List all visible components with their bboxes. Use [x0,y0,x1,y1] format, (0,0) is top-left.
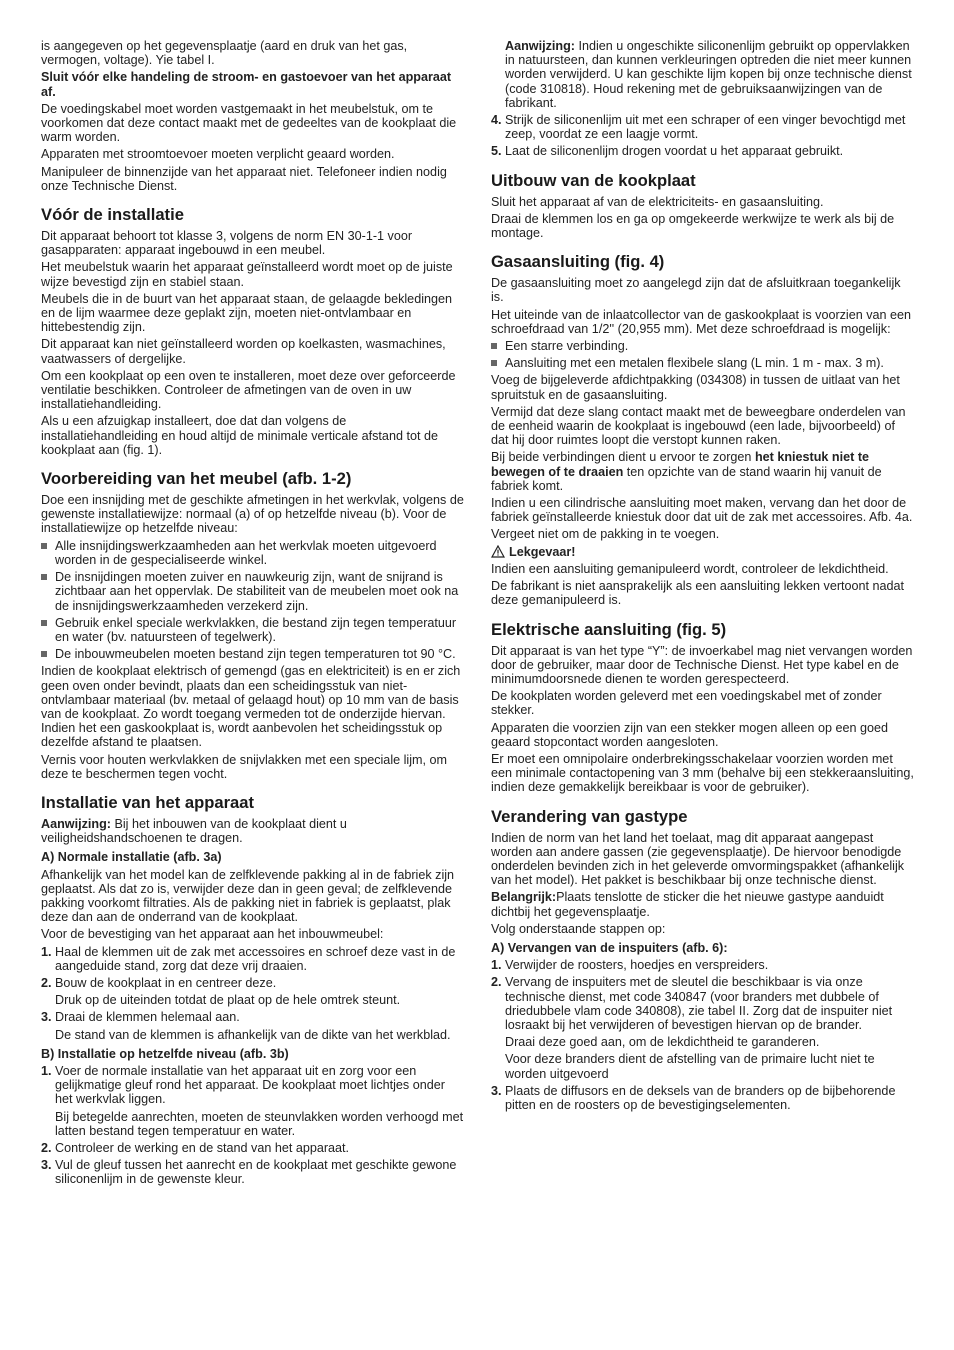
heading-uitbouw: Uitbouw van de kookplaat [491,170,696,190]
paragraph: Manipuleer de binnenzijde van het apparaat niet. Telefoneer indien nodig onze Technische Dienst. [41,164,447,193]
paragraph: Om een kookplaat op een oven te installeren, moet deze over geforceerde ventilatie beschikken. Controleer de afmetingen van de oven in uw installatiehandleiding. [41,368,456,412]
list-item: Gebruik enkel speciale werkvlakken, die bestand zijn tegen temperatuur en water (bv. natuursteen of tegelwerk). [41,616,465,644]
step-note: De stand van de klemmen is afhankelijk van de dikte van het werkblad. [55,1027,451,1042]
bullet-square-icon [41,539,55,567]
heading-installatie-apparaat: Installatie van het apparaat [41,792,255,812]
heading-gasaansluiting: Gasaansluiting (fig. 4) [491,252,665,272]
step-item: 4. Strijk de siliconenlijm uit met een schraper of een vinger bevochtigd met zeep, voordat ze een laagje vormt. [491,113,906,142]
step-item: 1. Voer de normale installatie van het apparaat uit en zorg voor een gelijkmatige gleuf rond het apparaat. De kookplaat moet lichtjes onder het werkvlak liggen. [41,1063,445,1107]
paragraph: is aangegeven op het gegevensplaatje (aard en druk van het gas, vermogen, voltage). Yie tabel I. [41,39,408,68]
bullet-square-icon [491,356,505,370]
list-item: De insnijdingen moeten zuiver en nauwkeurig zijn, want de snijrand is zichtbaar aan het oppervlak. De stabiliteit van de meubelen moet ook na de insnijdingswerkzaamheden verzekerd zijn. [41,570,465,613]
step-note: Druk op de uiteinden totdat de plaat op de hele omtrek steunt. [55,993,401,1008]
paragraph: Er moet een omnipolaire onderbrekingsschakelaar voorzien worden met een minimale contactopening van 3 mm (behalve bij een stekkeraansluiting, indien deze gemakkelijk bereikbaar is voor de gebruiker). [491,751,914,795]
left-column [41,39,465,1190]
heading-elektrische-aansluiting: Elektrische aansluiting (fig. 5) [491,619,727,639]
paragraph: Indien de kookplaat elektrisch of gemengd (gas en elektriciteit) is en er zich geen oven onder bevindt, plaats dan een scheidingsstuk van niet-ontvlambaar materiaal (bv. metaal of gelaagd hout) op 10 mm van de basis van de kookplaat. Zo wordt toegang vermeden tot de onderzijde hiervan. Indien het een gaskookplaat is, wordt aanbevolen het scheidingsstuk op dezelfde afstand te plaatsen. [41,664,461,750]
list-item: Aansluiting met een metalen flexibele slang (L min. 1 m - max. 3 m). [491,356,915,370]
subheading-vervangen-inspuiters: A) Vervangen van de inspuiters (afb. 6): [491,940,728,955]
paragraph: Indien een aansluiting gemanipuleerd wordt, controleer de lekdichtheid. [491,561,889,576]
step-note: Bij betegelde aanrechten, moeten de steunvlakken worden verhoogd met latten bestand tegen temperatuur en water. [55,1109,464,1138]
subheading-zelfde-niveau: B) Installatie op hetzelfde niveau (afb. 3b) [41,1046,289,1061]
step-item: 2. Vervang de inspuiters met de sleutel die beschikbaar is via onze technische dienst, met code 340847 (voor branders met dubbele of driedubbele vlam code 340808), zie tabel II. Zorg dat de inspuiter niet losraakt bij het verwijderen of bevestigen hiervan op de brander. [491,975,893,1032]
paragraph: De gasaansluiting moet zo aangelegd zijn dat de afsluitkraan toegankelijk is. [491,276,901,305]
paragraph: Afhankelijk van het model kan de zelfklevende pakking al in de fabriek zijn geplaatst. Als dat zo is, verwijder deze dan in geen geval; de zelfklevende pakking voorkomt filtraties. Als de pakking niet in fabriek is geplaatst, plak deze dan aan de onderrand van de kookplaat. [41,867,455,925]
heading-verandering-gastype: Verandering van gastype [491,806,688,826]
list-item: Alle insnijdingswerkzaamheden aan het werkvlak moeten uitgevoerd worden in de gespecialiseerde winkel. [41,539,465,567]
paragraph: Vernis voor houten werkvlakken de snijvlakken met een speciale lijm, om deze te beschermen tegen vocht. [41,752,447,781]
step-item: 1. Haal de klemmen uit de zak met accessoires en schroef deze vast in de aangeduide stand, zorg dat deze vrij draaien. [41,944,456,973]
paragraph: Doe een insnijding met de geschikte afmetingen in het werkvlak, volgens de gewenste installatiewijze: normaal (a) of op hetzelfde niveau (b). Voor de installatiewijze op hetzelfde niveau: [41,493,464,536]
bullet-square-icon [491,339,505,353]
warning-paragraph: Sluit vóór elke handeling de stroom- en gastoevoer van het apparaat af. [41,70,452,99]
paragraph: Voor de bevestiging van het apparaat aan het inbouwmeubel: [41,927,384,942]
subheading-normale-installatie: A) Normale installatie (afb. 3a) [41,850,222,865]
step-note: Draai deze goed aan, om de lekdichtheid te garanderen. [505,1035,820,1050]
warning-triangle-icon [491,545,505,558]
paragraph: De voedingskabel moet worden vastgemaakt in het meubelstuk, om te voorkomen dat deze contact maakt met de gedeeltes van de kookplaat die warm worden. [41,101,457,145]
paragraph: Sluit het apparaat af van de elektriciteits- en gasaansluiting. [491,194,824,209]
paragraph: Vergeet niet om de pakking in te voegen. [491,527,720,542]
paragraph: Indien de norm van het land het toelaat, mag dit apparaat aangepast worden aan andere gassen (zie gegevensplaatje). De hiervoor benodigde onderdelen bevinden zich in het geleverde omvormingspakket (afhankelijk van het model). Het pakket is beschikbaar bij onze technische dienst. [491,830,905,888]
step-item: 5. Laat de siliconenlijm drogen voordat u het apparaat gebruikt. [491,144,844,159]
paragraph: De fabrikant is niet aansprakelijk als een aansluiting lekken vertoont nadat deze gemanipuleerd is. [491,579,905,608]
paragraph: Vermijd dat deze slang contact maakt met de beweegbare onderdelen van de eenheid waarin de kookplaat is ingebouwd (een lade, bijvoorbeeld) of dat hij door ruimtes loopt die verstopt kunnen raken. [491,404,906,448]
paragraph: Dit apparaat is van het type “Y”: de invoerkabel mag niet vervangen worden door de gebruiker, maar door de Technische Dienst. Het type kabel en de minimumdoorsnede dienen te worden gerespecteerd. [491,643,913,686]
leak-warning: Lekgevaar! [491,545,915,559]
bullet-square-icon [41,570,55,613]
paragraph: Volg onderstaande stappen op: [491,921,666,936]
step-item: 3. Plaats de diffusors en de deksels van de branders op de bijbehorende pitten en de roosters op de bevestigingselementen. [491,1083,896,1112]
bullet-square-icon [41,647,55,661]
bullet-square-icon [41,616,55,644]
right-column [491,39,915,1115]
paragraph: Als u een afzuigkap installeert, doe dat dan volgens de installatiehandleiding en houd altijd de minimale verticale afstand tot de kookplaat aan (fig. 1). [41,414,438,457]
step-note: Voor deze branders dient de afstelling van de primaire lucht niet te worden uitgevoerd [505,1052,875,1081]
paragraph: Het uiteinde van de inlaatcollector van de gaskookplaat is voorzien van een schroefdraad van 1/2'' (20,955 mm). Met deze schroefdraad is mogelijk: [491,307,912,336]
paragraph: Het meubelstuk waarin het apparaat geïnstalleerd wordt moet op de juiste wijze bevestigd zijn en stabiel staan. [41,260,453,289]
step-item: 2. Bouw de kookplaat in en centreer deze. [41,975,277,990]
paragraph: Meubels die in de buurt van het apparaat staan, de gelaagde bekledingen en de lijm waarmee deze geplakt zijn, moeten niet-ontvlambaar en hittebestendig zijn. [41,291,453,335]
paragraph: Apparaten met stroomtoevoer moeten verplicht geaard worden. [41,147,395,162]
step-item: 2. Controleer de werking en de stand van het apparaat. [41,1141,350,1155]
note-paragraph: Aanwijzing: Bij het inbouwen van de kookplaat dient u veiligheidshandschoenen te dragen. [41,816,347,846]
step-item: 1. Verwijder de roosters, hoedjes en verspreiders. [491,958,769,973]
paragraph: Indien u een cilindrische aansluiting moet maken, vervang dan het door de fabriek geïnstalleerde kniestuk door dat uit de zak met accessoires. Afb. 4a. [491,496,913,525]
heading-voor-de-installatie: Vóór de installatie [41,205,184,225]
list-item: Een starre verbinding. [491,339,915,353]
step-item: 3. Vul de gleuf tussen het aanrecht en de kookplaat met geschikte gewone siliconenlijm in de gewenste kleur. [41,1158,457,1187]
paragraph: Dit apparaat kan niet geïnstalleerd worden op koelkasten, wasmachines, vaatwassers of dergelijke. [41,337,446,366]
note-paragraph: Belangrijk:Plaats tenslotte de sticker die het nieuwe gastype aanduidt dichtbij het gegevensplaatje. [491,890,884,919]
heading-voorbereiding-meubel: Voorbereiding van het meubel (afb. 1-2) [41,469,352,489]
paragraph: Bij beide verbindingen dient u ervoor te zorgen het kniestuk niet te bewegen of te draaien ten opzichte van de stand waarin hij vanuit de fabriek komt. [491,450,882,493]
paragraph: Apparaten die voorzien zijn van een stekker mogen alleen op een goed geaard stopcontact worden aangesloten. [491,720,888,749]
paragraph: De kookplaten worden geleverd met een voedingskabel met of zonder stekker. [491,689,882,718]
paragraph: Dit apparaat behoort tot klasse 3, volgens de norm EN 30-1-1 voor gasapparaten: apparaat ingebouwd in een meubel. [41,229,413,258]
list-item: De inbouwmeubelen moeten bestand zijn tegen temperaturen tot 90 °C. [41,647,465,661]
paragraph: Voeg de bijgeleverde afdichtpakking (034308) in tussen de uitlaat van het spruitstuk en de gasaansluiting. [491,373,900,402]
note-paragraph: Aanwijzing: Indien u ongeschikte siliconenlijm gebruikt op oppervlakken in natuursteen, dan kunnen verkleuringen optreden die niet meer kunnen worden verwijderd. U kan geschikte lijm kopen bij onze technische dienst (code 310818). Houd rekening met de gebruiksaanwijzingen van de fabrikant. [505,39,912,110]
paragraph: Draai de klemmen los en ga op omgekeerde werkwijze te werk als bij de montage. [491,211,895,241]
step-item: 3. Draai de klemmen helemaal aan. [41,1010,240,1025]
